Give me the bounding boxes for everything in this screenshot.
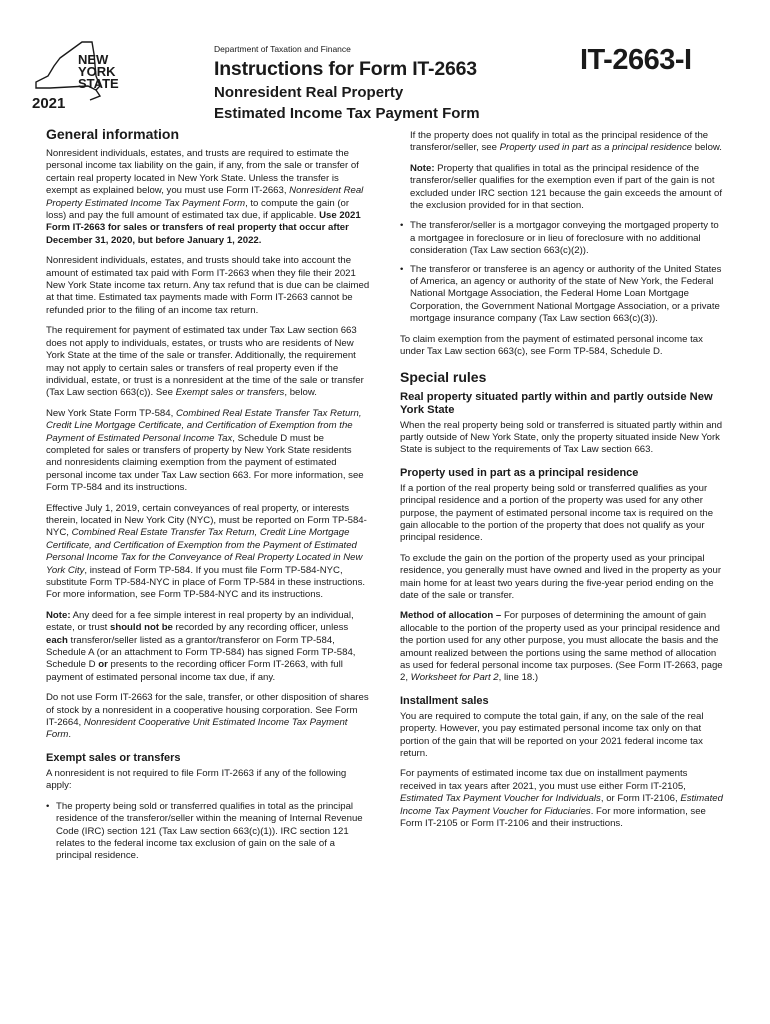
general-note: Note: Any deed for a fee simple interest in real property by an individual, estate, or trust should not be recorded by any recording officer, unless each transferor/seller listed as a grantor/transferor on Form TP-584, Schedule A (or an attachment to Form TP-584) has signed Form TP-584, Schedule D or presents to the recording officer Form IT-2663, with full payment of estimated personal income tax due, if any. bbox=[46, 609, 356, 683]
installment-paragraph-2: For payments of estimated income tax due on installment payments received in tax years after 2021, you must use either Form IT-2105, Estimated Tax Payment Voucher for Individuals, or Form IT-2106, Estimated Income Tax Payment Voucher for Fiduciaries. For more information, see Form IT-2105 or Form IT-2106 and their instructions. bbox=[400, 768, 723, 830]
exempt-list-continued bbox=[400, 220, 726, 325]
special-sub1-heading: Real property situated partly within and partly outside New York State bbox=[400, 390, 713, 416]
exempt-bullet-2: • The transferor/seller is a mortgagor conveying the mortgaged property to a mortgagee in foreclosure or in lieu of foreclosure with no additional consideration (Tax Law section 663(c)(2)). bbox=[400, 220, 726, 257]
exempt-heading: Exempt sales or transfers bbox=[46, 751, 181, 764]
exempt-intro: A nonresident is not required to file Form IT-2663 if any of the following apply: bbox=[46, 767, 347, 792]
subtitle-line1: Nonresident Real Property bbox=[214, 84, 404, 101]
special-sub2-paragraph-1: If a portion of the real property being sold or transferred qualifies as your principal residence and a portion of the property was used for any other purpose, the payment of estimated personal income tax is required on the gain allocable to the portion of the property that does not qualify as your principal residence. bbox=[400, 482, 714, 544]
form-id: IT-2663-I bbox=[580, 44, 692, 76]
page-subtitle bbox=[214, 82, 480, 124]
logo-year: 2021 bbox=[32, 95, 66, 112]
method-of-allocation: Method of allocation – For purposes of determining the amount of gain allocable to the portion of the property used as your principal residence and the portion used for any other purpose, you must allocate the basis and the amount realized between the portions using the same method of allocation as used for federal personal income tax purposes. (See Form IT-2663, page 2, Worksheet for Part 2, line 18.) bbox=[400, 610, 723, 684]
installment-heading: Installment sales bbox=[400, 694, 489, 707]
exempt-bullet-3: • The transferor or transferee is an agency or authority of the United States of America, an agency or authority of the state of New York, the Federal National Mortgage Association, the Federal Home Loan Mortgage Corporation, the Government National Mortgage Association, or a private mortgage insurance company (Tax Law section 663(c)(3)). bbox=[400, 264, 726, 326]
right-column bbox=[400, 130, 726, 838]
general-paragraph-2: Nonresident individuals, estates, and trusts should take into account the amount of estimated tax paid with Form IT-2663 when they file their 2021 New York State income tax return. Any tax refund that is due can be claimed at that time. Estimated tax payments made with Form IT-2663 cannot be refunded prior to the filing of an income tax return. bbox=[46, 255, 370, 316]
special-sub1-text: When the real property being sold or transferred is situated partly within and partly outside of New York State, only the property situated inside New York State is subject to the requirements of Tax Law section 663. bbox=[400, 419, 723, 456]
left-column bbox=[46, 126, 370, 871]
general-paragraph-1: Nonresident individuals, estates, and trusts are required to estimate the personal income tax liability on the gain, if any, from the sale or transfer of certain real property located in New York State. Unless the transfer is exempt as explained below, you must use Form IT-2663, Nonresident Real Property Estimated Income Tax Payment Form, to compute the gain (or loss) and pay the full amount of estimated tax due, if applicable. Use 2021 Form IT-2663 for sales or transfers of real property that occur after December 31, 2020, but before January 1, 2022. bbox=[46, 148, 364, 246]
logo-line1: NEW bbox=[78, 52, 109, 67]
installment-paragraph-1: You are required to compute the total gain, if any, on the sale of the real property. However, you pay estimated personal income tax only on that portion of the gain that will be reported on your 2021 federal income tax return. bbox=[400, 710, 704, 760]
special-rules-heading: Special rules bbox=[400, 368, 487, 385]
general-paragraph-6: Do not use Form IT-2663 for the sale, transfer, or other disposition of shares of stock by a nonresident in a cooperative housing corporation. See Form IT-2664, Nonresident Cooperative Unit Estimated Income Tax Payment Form. bbox=[46, 692, 369, 741]
logo-line3: STATE bbox=[78, 76, 119, 91]
exempt-bullet-1-sub: If the property does not qualify in total as the principal residence of the transferor/seller, see Property used in part as a principal residence below. bbox=[410, 130, 722, 154]
exempt-bullet-1-continued bbox=[400, 130, 726, 212]
subtitle-line2: Estimated Income Tax Payment Form bbox=[214, 105, 480, 122]
new-york-state-outline-icon bbox=[30, 36, 150, 116]
exempt-bullet-1-note: Note: Property that qualifies in total as the principal residence of the transferor/seller qualifies for the exemption even if part of the gain is not excluded under IRC section 121 because the gain exceeds the amount of the exclusion provided for in that section. bbox=[410, 162, 723, 212]
general-heading: General information bbox=[46, 126, 180, 142]
special-sub2-paragraph-2: To exclude the gain on the portion of the property used as your principal residence, you generally must have owned and lived in the property as your main home for at least two years during the five-year period ending on the date of the sale or transfer. bbox=[400, 552, 722, 601]
exempt-claim: To claim exemption from the payment of estimated personal income tax under Tax Law section 663(c), see Form TP-584, Schedule D. bbox=[400, 333, 703, 358]
exempt-list bbox=[46, 801, 370, 863]
general-paragraph-5: Effective July 1, 2019, certain conveyances of real property, or interests therein, located in New York City (NYC), must be reported on Form TP-584-NYC, Combined Real Estate Transfer Tax Return, Credit Line Mortgage Certificate, and Certification of Exemption from the Payment of Estimated Personal Income Tax for the Conveyance of Real Property Located in New York City, instead of Form TP-584. If you must file Form TP-584-NYC, substitute Form TP-584-NYC in place of Form TP-584 in these instructions. For more information, see Form TP-584-NYC and its instructions. bbox=[46, 502, 367, 601]
general-paragraph-4: New York State Form TP-584, Combined Real Estate Transfer Tax Return, Credit Line Mortgage Certificate, and Certification of Exemption from the Payment of Estimated Personal Income Tax, Schedule D must be completed for sales or transfers of property by New York State residents and nonresidents claiming exemption from the payment of estimated personal income tax under Tax Law section 663. For more information, see Form TP-584 and its instructions. bbox=[46, 407, 364, 494]
logo-line2: YORK bbox=[78, 64, 116, 79]
department-name: Department of Taxation and Finance bbox=[214, 44, 351, 54]
page-title: Instructions for Form IT-2663 bbox=[214, 58, 477, 80]
nys-logo bbox=[30, 36, 150, 116]
exempt-bullet-1: • The property being sold or transferred qualifies in total as the principal residence of the transferor/seller within the meaning of Internal Revenue Code (IRC) section 121 (Tax Law section 663(c)(1)). IRC section 121 relates to the federal income tax exclusion of gain on the sale of a principal residence. bbox=[46, 801, 370, 863]
special-sub2-heading: Property used in part as a principal residence bbox=[400, 466, 639, 479]
general-paragraph-3: The requirement for payment of estimated tax under Tax Law section 663 does not apply to individuals, estates, or trusts who are residents of New York State at the time of the sale or transfer. Additionally, the requirement may not apply to certain sales or transfers of real property even if the individual, estate, or trust is a nonresident at the time of the sale or transfer (Tax Law section 663(c)). See Exempt sales or transfers, below. bbox=[46, 325, 364, 399]
